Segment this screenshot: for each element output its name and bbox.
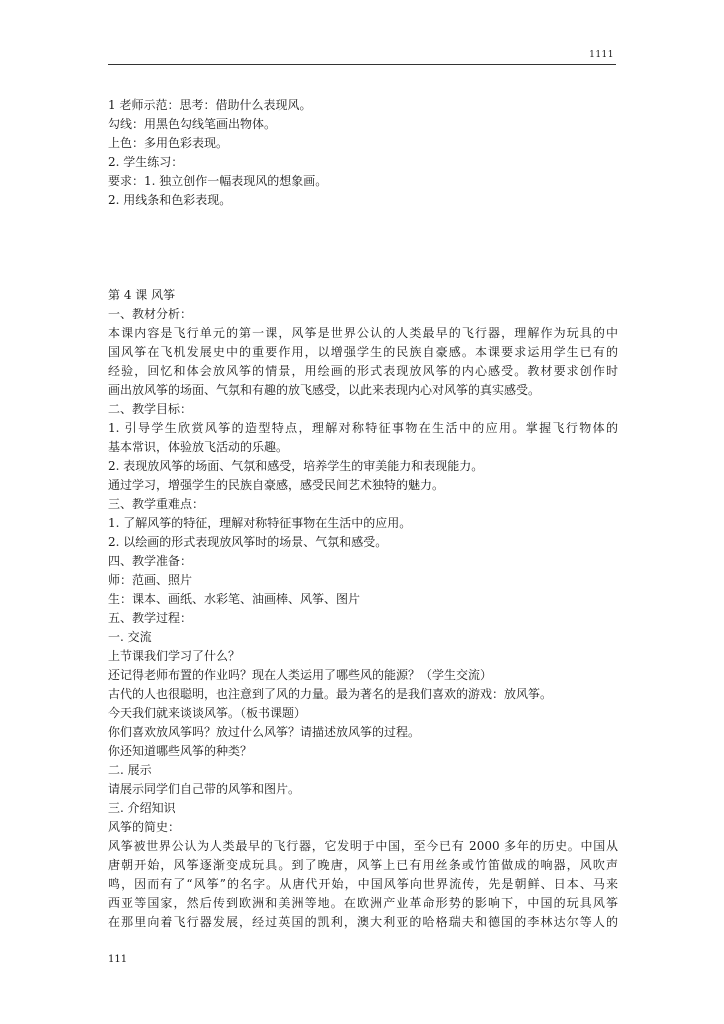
text-line: 二. 展示 <box>108 763 152 777</box>
section-heading: 四、教学准备： <box>108 554 193 568</box>
text-line: 古代的人也很聪明，也注意到了风的力量。最为著名的是我们喜欢的游戏：放风筝。 <box>108 687 553 701</box>
paragraph-line: 本课内容是飞行单元的第一课，风筝是世界公认的人类最早的飞行器，理解作为玩具的中 <box>108 326 618 340</box>
paragraph-line: 画出放风筝的场面、气氛和有趣的放飞感受，以此来表现内心对风筝的真实感受。 <box>108 383 541 397</box>
header-page-number: 1111 <box>589 50 614 60</box>
footer-page-number: 111 <box>108 954 128 965</box>
text-line: 上节课我们学习了什么？ <box>108 649 241 663</box>
text-line: 勾线：用黑色勾线笔画出物体。 <box>108 117 277 131</box>
list-item: 2. 以绘画的形式表现放风筝时的场景、气氛和感受。 <box>108 535 388 549</box>
text-line: 你还知道哪些风筝的种类？ <box>108 744 253 758</box>
text-line: 一. 交流 <box>108 630 152 644</box>
text-line: 你们喜欢放风筝吗？放过什么风筝？请描述放风筝的过程。 <box>108 725 421 739</box>
section-heading: 三、教学重难点： <box>108 497 205 511</box>
text-line: 2. 用线条和色彩表现。 <box>108 193 232 207</box>
text-line: 请展示同学们自己带的风筝和图片。 <box>108 782 301 796</box>
section-heading: 五、教学过程： <box>108 611 193 625</box>
section-heading: 二、教学目标： <box>108 402 193 416</box>
text-line: 还记得老师布置的作业吗？现在人类运用了哪些风的能源？（学生交流） <box>108 668 493 682</box>
list-item: 基本常识，体验放飞活动的乐趣。 <box>108 440 289 454</box>
text-line: 1 老师示范：思考：借助什么表现风。 <box>108 98 312 112</box>
list-item: 师：范画、照片 <box>108 573 193 587</box>
text-line: 上色：多用色彩表现。 <box>108 136 229 150</box>
text-line: 今天我们就来谈谈风筝。（板书课题） <box>108 706 307 720</box>
text-line: 2. 学生练习： <box>108 155 184 169</box>
paragraph-line: 国风筝在飞机发展史中的重要作用，以增强学生的民族自豪感。本课要求运用学生已有的 <box>108 345 618 359</box>
list-item: 生：课本、画纸、水彩笔、油画棒、风筝、图片 <box>108 592 361 606</box>
lesson-title: 第 4 课 风筝 <box>108 288 176 302</box>
paragraph-line: 唐朝开始，风筝逐渐变成玩具。到了晚唐，风筝上已有用丝条或竹笛做成的响器，风吹声 <box>108 858 618 872</box>
list-item: 1. 引导学生欣赏风筝的造型特点，理解对称特征事物在生活中的应用。掌握飞行物体的 <box>108 421 618 435</box>
list-item: 通过学习，增强学生的民族自豪感，感受民间艺术独特的魅力。 <box>108 478 445 492</box>
text-line: 三. 介绍知识 <box>108 801 176 815</box>
page-header <box>108 50 616 65</box>
text-line: 风筝的简史： <box>108 820 181 834</box>
text-line: 要求：1. 独立创作一幅表现风的想象画。 <box>108 174 328 188</box>
paragraph-line: 风筝被世界公认为人类最早的飞行器，它发明于中国，至今已有 2000 多年的历史。中国从 <box>108 839 618 853</box>
list-item: 1. 了解风筝的特征，理解对称特征事物在生活中的应用。 <box>108 516 412 530</box>
paragraph-line: 西亚等国家，然后传到欧洲和美洲等地。在欧洲产业革命形势的影响下，中国的玩具风筝 <box>108 896 618 910</box>
section-heading: 一、教材分析： <box>108 307 193 321</box>
list-item: 2. 表现放风筝的场面、气氛和感受，培养学生的审美能力和表现能力。 <box>108 459 484 473</box>
paragraph-line: 鸣，因而有了“风筝”的名字。从唐代开始，中国风筝向世界流传，先是朝鲜、日本、马来 <box>108 877 618 891</box>
paragraph-line: 在那里向着飞行器发展，经过英国的凯利，澳大利亚的哈格瑞夫和德国的李林达尔等人的 <box>108 915 618 929</box>
paragraph-line: 经验，回忆和体会放风筝的情景，用绘画的形式表现放风筝的内心感受。教材要求创作时 <box>108 364 618 378</box>
